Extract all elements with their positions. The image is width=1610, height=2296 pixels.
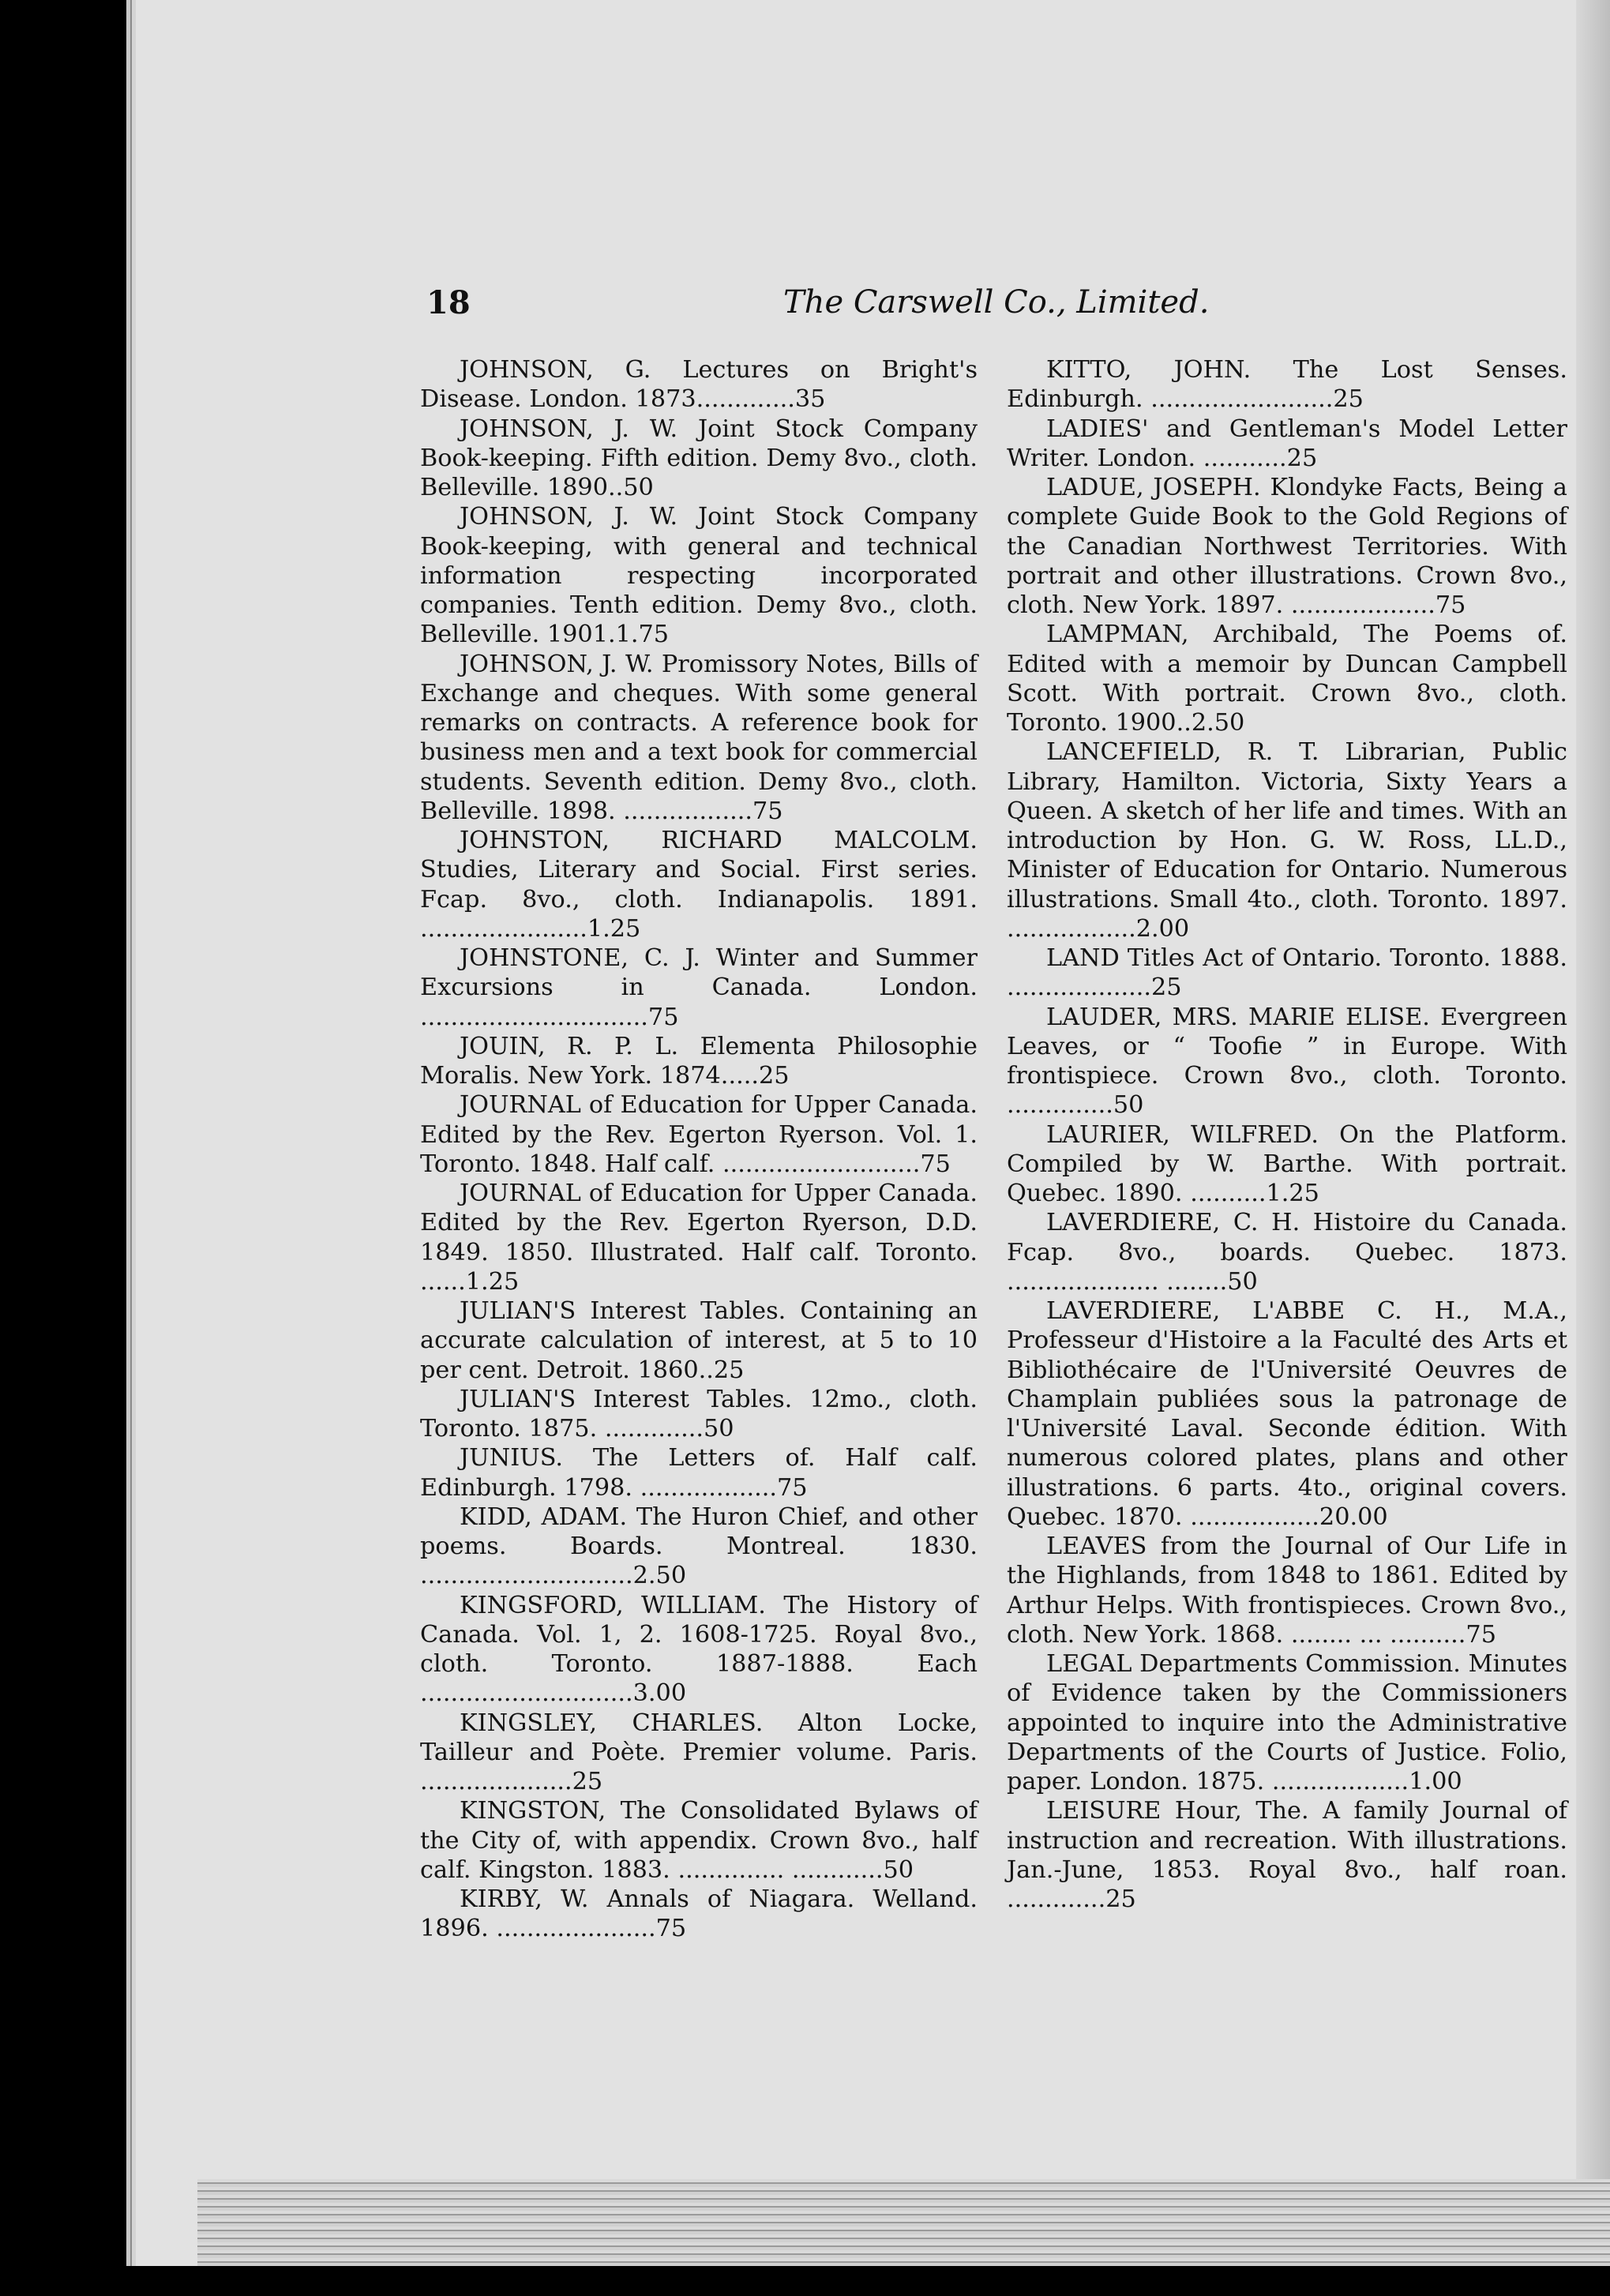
- catalog-entry: KIDD, ADAM. The Huron Chief, and other poems. Boards. Montreal. 1830. ............................2.50: [420, 1503, 978, 1590]
- catalog-entry: KIRBY, W. Annals of Niagara. Welland. 1896. .....................75: [420, 1885, 978, 1943]
- catalog-entry: JOURNAL of Education for Upper Canada. Edited by the Rev. Egerton Ryerson, D.D. 1849. 1850. Illustrated. Half calf. Toronto. ......1.25: [420, 1180, 978, 1296]
- catalog-entry: LAND Titles Act of Ontario. Toronto. 1888. ...................25: [1007, 944, 1567, 1002]
- right-column: [1007, 355, 1567, 1914]
- catalog-entry: LEISURE Hour, The. A family Journal of instruction and recreation. With illustrations. Jan.-June, 1853. Royal 8vo., half roan. .............25: [1007, 1797, 1567, 1913]
- catalog-entry: KINGSFORD, WILLIAM. The History of Canada. Vol. 1, 2. 1608-1725. Royal 8vo., cloth. Toronto. 1887-1888. Each ............................3.00: [420, 1591, 978, 1708]
- catalog-entry: JOHNSON, J. W. Promissory Notes, Bills of Exchange and cheques. With some general remarks on contracts. A reference book for business men and a text book for commercial students. Seventh edition. Demy 8vo., cloth. Belleville. 1898. .................75: [420, 650, 978, 825]
- catalog-entry: LANCEFIELD, R. T. Librarian, Public Library, Hamilton. Victoria, Sixty Years a Queen. A sketch of her life and times. With an introduction by Hon. G. W. Ross, LL.D., Minister of Education for Ontario. Numerous illustrations. Small 4to., cloth. Toronto. 1897. .................2.00: [1007, 738, 1567, 943]
- page-number: 18: [426, 284, 471, 321]
- catalog-entry: JULIAN'S Interest Tables. Containing an accurate calculation of interest, at 5 to 10 per cent. Detroit. 1860..25: [420, 1297, 978, 1384]
- catalog-entry: LEAVES from the Journal of Our Life in the Highlands, from 1848 to 1861. Edited by Arthur Helps. With frontispieces. Crown 8vo., cloth. New York. 1868. ........ ... ..........75: [1007, 1533, 1567, 1649]
- catalog-entry: JOURNAL of Education for Upper Canada. Edited by the Rev. Egerton Ryerson. Vol. 1. Toronto. 1848. Half calf. ..........................75: [420, 1091, 978, 1178]
- catalog-entry: KITTO, JOHN. The Lost Senses. Edinburgh. ........................25: [1007, 356, 1567, 414]
- book-bottom-edges: [197, 2179, 1610, 2266]
- catalog-entry: JOHNSTON, RICHARD MALCOLM. Studies, Literary and Social. First series. Fcap. 8vo., cloth. Indianapolis. 1891. ......................1.25: [420, 827, 978, 943]
- catalog-entry: KINGSLEY, CHARLES. Alton Locke, Tailleur and Poète. Premier volume. Paris. ....................25: [420, 1709, 978, 1795]
- catalog-entry: JOHNSON, J. W. Joint Stock Company Book-keeping. Fifth edition. Demy 8vo., cloth. Belleville. 1890..50: [420, 415, 978, 501]
- catalog-entry: LAURIER, WILFRED. On the Platform. Compiled by W. Barthe. With portrait. Quebec. 1890. ..........1.25: [1007, 1120, 1567, 1207]
- running-title: The Carswell Co., Limited.: [783, 284, 1210, 321]
- catalog-entry: LAMPMAN, Archibald, The Poems of. Edited with a memoir by Duncan Campbell Scott. With portrait. Crown 8vo., cloth. Toronto. 1900..2.50: [1007, 621, 1567, 737]
- catalog-entry: LADUE, JOSEPH. Klondyke Facts, Being a complete Guide Book to the Gold Regions of the Canadian Northwest Territories. With portrait and other illustrations. Crown 8vo., cloth. New York. 1897. ...................75: [1007, 474, 1567, 619]
- catalog-entry: LAVERDIERE, C. H. Histoire du Canada. Fcap. 8vo., boards. Quebec. 1873. .................... ........50: [1007, 1209, 1567, 1296]
- catalog-entry: JULIAN'S Interest Tables. 12mo., cloth. Toronto. 1875. .............50: [420, 1385, 978, 1443]
- catalog-entry: JUNIUS. The Letters of. Half calf. Edinburgh. 1798. ..................75: [420, 1444, 978, 1502]
- catalog-entry: LEGAL Departments Commission. Minutes of Evidence taken by the Commissioners appointed to inquire into the Administrative Departments of the Courts of Justice. Folio, paper. London. 1875. ..................1.00: [1007, 1650, 1567, 1795]
- left-column: [420, 355, 978, 1944]
- page-right-shadow: [1576, 0, 1610, 2266]
- catalog-entry: KINGSTON, The Consolidated Bylaws of the City of, with appendix. Crown 8vo., half calf. Kingston. 1883. .............. ............50: [420, 1797, 978, 1884]
- catalog-entry: LAUDER, MRS. MARIE ELISE. Evergreen Leaves, or “ Toofie ” in Europe. With frontispiece. Crown 8vo., cloth. Toronto. ..............50: [1007, 1003, 1567, 1120]
- catalog-entry: JOHNSON, G. Lectures on Bright's Disease. London. 1873.............35: [420, 356, 978, 414]
- catalog-entry: LAVERDIERE, L'ABBE C. H., M.A., Professeur d'Histoire a la Faculté des Arts et Bibliothécaire de l'Université Oeuvres de Champlain publiées sous la patronage de l'Université Laval. Seconde édition. With numerous colored plates, plans and other illustrations. 6 parts. 4to., original covers. Quebec. 1870. .................20.00: [1007, 1297, 1567, 1531]
- catalog-entry: JOHNSON, J. W. Joint Stock Company Book-keeping, with general and technical information respecting incorporated companies. Tenth edition. Demy 8vo., cloth. Belleville. 1901.1.75: [420, 503, 978, 649]
- catalog-entry: JOUIN, R. P. L. Elementa Philosophie Moralis. New York. 1874.....25: [420, 1032, 978, 1090]
- catalog-entry: JOHNSTONE, C. J. Winter and Summer Excursions in Canada. London. ..............................75: [420, 944, 978, 1031]
- catalog-entry: LADIES' and Gentleman's Model Letter Writer. London. ...........25: [1007, 415, 1567, 472]
